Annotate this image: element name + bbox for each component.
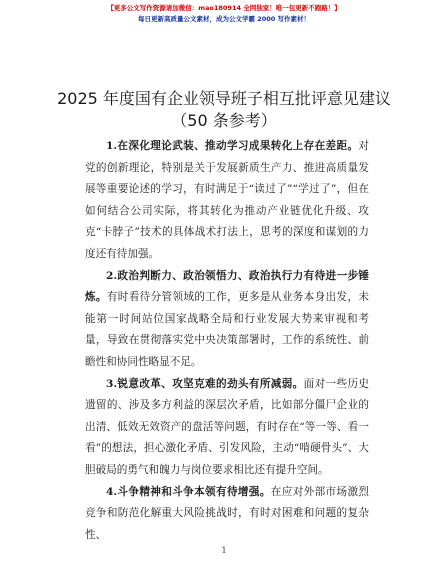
paragraph-lead: 4.斗争精神和斗争本领有待增强。	[106, 485, 271, 498]
paragraph-text: 有时看待分管领域的工作，更多是从业务本身出发，未能第一时间站位国家战略全局和行业发展大势来审视和考量，导致在贯彻落实党中央决策部署时，工作的系统性、前瞻性和协同性略显不足。	[85, 291, 370, 368]
paragraph-lead: 1.在深化理论武装、推动学习成果转化上存在差距。	[106, 140, 359, 152]
document-subtitle: （50 条参考）	[171, 111, 277, 130]
paragraph-lead: 3.锐意改革、攻坚克难的劲头有所减弱。	[106, 377, 304, 390]
paragraph-2	[85, 266, 369, 374]
promo-banner-line-1: 【更多公文写作资源请加微信：mao180914 全网独家！唯一包更新不跑路！】	[107, 4, 341, 12]
paragraph-lead: 2.政治判断力、政治领悟力、政治执行力有待进一步锤炼。	[85, 269, 369, 304]
document-body	[85, 136, 369, 546]
page-number: 1	[221, 546, 227, 555]
paragraph-text: 对党的创新理论，特别是关于发展新质生产力、推进高质量发展等重要论述的学习，有时满足于“读过了”“学过了”，但在如何结合公司实际，将其转化为推动产业链优化升级、攻克“卡脖子”技术的具体战术打法上，思考的深度和谋划的力度还有待加强。	[85, 140, 369, 260]
paragraph-text: 在应对外部市场激烈竞争和防范化解重大风险挑战时，有时对困难和问题的复杂性、	[85, 485, 370, 541]
paragraph-1	[85, 136, 369, 266]
document-title: 2025 年度国有企业领导班子相互批评意见建议	[57, 89, 391, 108]
promo-banner-line-2: 每日更新高质量公文素材，成为公文学霸 2000 写作素材！	[137, 15, 311, 23]
paragraph-4	[85, 482, 369, 547]
paragraph-text: 面对一些历史遗留的、涉及多方利益的深层次矛盾，比如部分僵尸企业的出清、低效无效资产的盘活等问题，有时存在“等一等、看一看”的想法，担心激化矛盾、引发风险，主动“啃硬骨头”、大胆破局的勇气和魄力与岗位要求相比还有提升空间。	[85, 377, 370, 476]
paragraph-3	[85, 374, 369, 482]
